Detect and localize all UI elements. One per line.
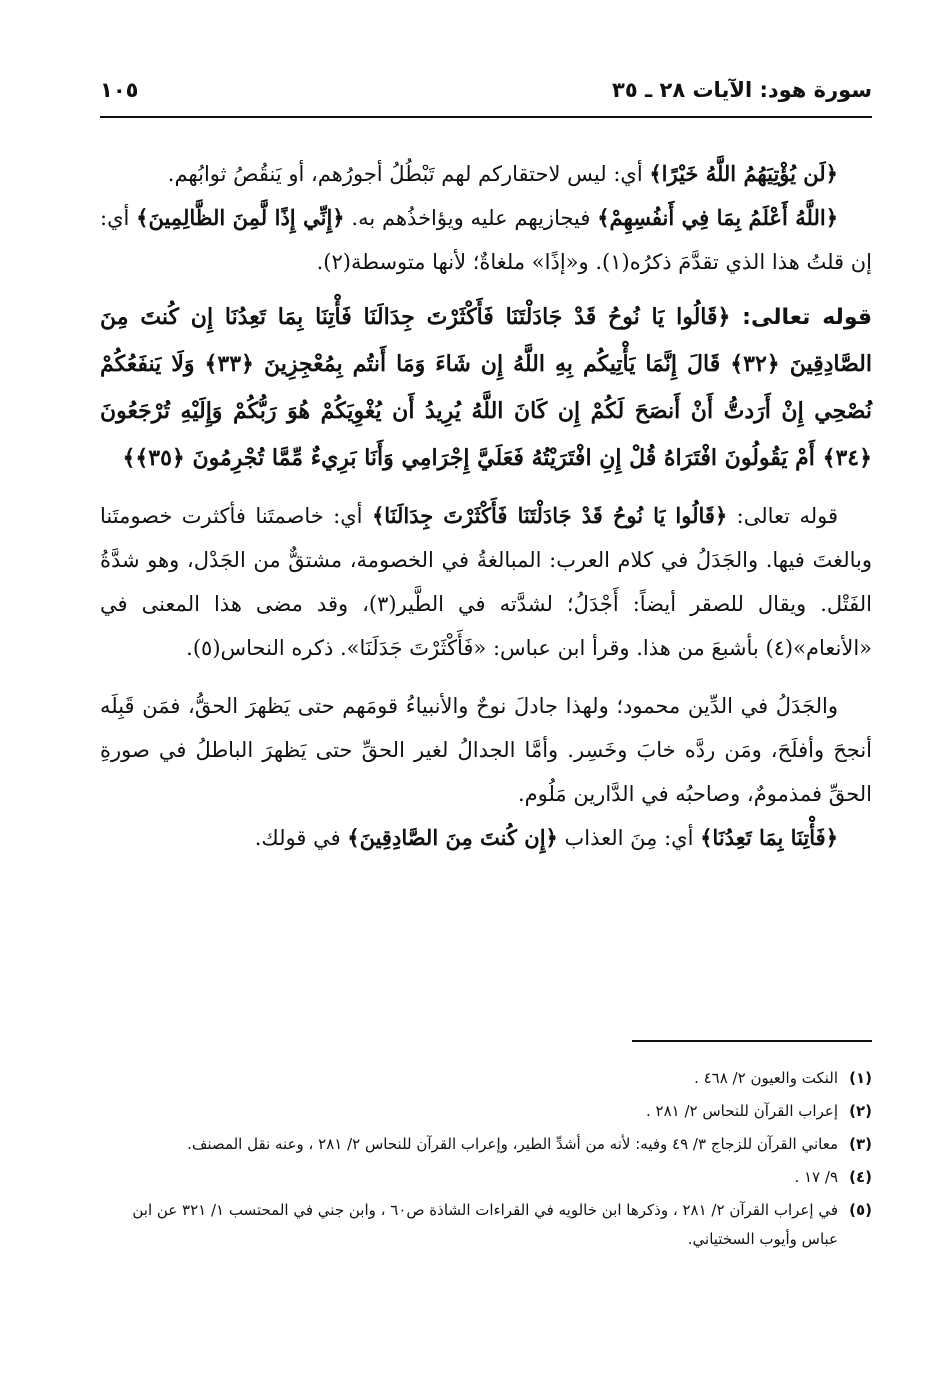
paragraph-4: [100, 684, 872, 816]
footnote-item: [100, 1097, 872, 1126]
footnote-text: في إعراب القرآن ٢/ ٢٨١ ، وذكرها ابن خالويه في القراءات الشاذة ص٦٠ ، وابن جني في المحتسب ١/ ٣٢١ عن ابن عباس وأيوب السختياني.: [132, 1201, 838, 1248]
footnote-item: [100, 1064, 872, 1093]
footnote-text: النكت والعيون ٢/ ٤٦٨ .: [694, 1069, 838, 1087]
footnote-item: [100, 1196, 872, 1254]
page-number: ١٠٥: [100, 78, 139, 102]
commentary-text: أي: مِنَ العذاب: [557, 826, 701, 850]
commentary-text: والجَدَلُ في الدِّين محمود؛ ولهذا جادلَ نوحٌ والأنبياءُ قومَهم حتى يَظهرَ الحقُّ، فمَن قَبِلَه أنجحَ وأفلَحَ، ومَن ردَّه خابَ وخَسِر. وأمَّا الجدالُ لغير الحقِّ حتى يَظهرَ الباطلُ في صورةِ الحقِّ فمذمومٌ، وصاحبُه في الدَّارين مَلُوم.: [100, 694, 872, 806]
footnote-item: [100, 1163, 872, 1192]
footnote-text: إعراب القرآن للنحاس ٢/ ٢٨١ .: [645, 1102, 838, 1120]
verse-lead: قوله تعالى:: [730, 305, 873, 330]
quran-quote: ﴿فَأْتِنَا بِمَا تَعِدُنَا﴾: [700, 825, 838, 850]
footnote-number: (٤): [849, 1168, 872, 1186]
header-divider: [100, 116, 872, 118]
quran-quote: ﴿قَالُوا يَا نُوحُ قَدْ جَادَلْتَنَا فَأَكْثَرْتَ جِدَالَنَا﴾: [371, 503, 728, 528]
footnote-number: (١): [849, 1069, 872, 1087]
paragraph-5: [100, 816, 872, 860]
footnote-number: (٢): [849, 1102, 872, 1120]
footnotes: [100, 1064, 872, 1258]
commentary-lead: قوله تعالى:: [727, 504, 838, 528]
quran-quote: ﴿اللَّهُ أَعْلَمُ بِمَا فِي أَنفُسِهِمْ﴾: [597, 205, 839, 230]
page-header: [100, 74, 872, 114]
paragraph-2: [100, 196, 872, 284]
paragraph-gap: [100, 670, 872, 684]
quran-quote: ﴿إِن كُنتَ مِنَ الصَّادِقِينَ﴾: [347, 825, 558, 850]
footnote-text: معاني القرآن للزجاج ٣/ ٤٩ وفيه: لأنه من أشدِّ الطير، وإعراب القرآن للنحاس ٢/ ٢٨١ ، وعنه نقل المصنف.: [187, 1135, 838, 1153]
verse-block: [100, 294, 872, 482]
paragraph-3: [100, 494, 872, 670]
commentary-text: أي: خاصمتَنا فأكثرت خصومتَنا وبالغتَ فيها. والجَدَلُ في كلام العرب: المبالغةُ في الخصومة، مشتقٌّ من الجَدْل، وهو شدَّةُ الفَتْل. ويقال للصقر أيضاً: أَجْدَلُ؛ لشدَّته في الطَّير(٣)، وقد مضى هذا المعنى في «الأنعام»(٤) بأشبعَ من هذا. وقرأ ابن عباس: «فَأَكْثَرْتَ جَدَلَنَا». ذكره النحاس(٥).: [100, 504, 872, 660]
commentary-text: أي: إن قلتُ هذا الذي تقدَّمَ ذكرُه(١). و«إذًا» ملغاةٌ؛ لأنها متوسطة(٢).: [100, 206, 872, 274]
running-title: سورة هود: الآيات ٢٨ ـ ٣٥: [612, 78, 872, 102]
commentary-text: في قولك.: [254, 826, 348, 850]
main-text: [100, 152, 872, 860]
quran-quote: ﴿لَن يُؤْتِيَهُمُ اللَّهُ خَيْرًا﴾: [649, 161, 838, 186]
footnote-text: ٩/ ١٧ .: [794, 1168, 838, 1186]
paragraph-1: [100, 152, 872, 196]
book-page: [100, 60, 872, 1360]
footnote-number: (٥): [849, 1201, 872, 1219]
footnote-divider: [632, 1040, 872, 1042]
footnote-item: [100, 1130, 872, 1159]
quran-verses: ﴿قَالُوا يَا نُوحُ قَدْ جَادَلْتَنَا فَأَكْثَرْتَ جِدَالَنَا فَأْتِنَا بِمَا تَعِدُنَا إِن كُنتَ مِنَ الصَّادِقِينَ ﴿٣٢﴾ قَالَ إِنَّمَا يَأْتِيكُم بِهِ اللَّهُ إِن شَاءَ وَمَا أَنتُم بِمُعْجِزِينَ ﴿٣٣﴾ وَلَا يَنفَعُكُمْ نُصْحِي إِنْ أَرَدتُّ أَنْ أَنصَحَ لَكُمْ إِن كَانَ اللَّهُ يُرِيدُ أَن يُغْوِيَكُمْ هُوَ رَبُّكُمْ وَإِلَيْهِ تُرْجَعُونَ ﴿٣٤﴾ أَمْ يَقُولُونَ افْتَرَاهُ قُلْ إِنِ افْتَرَيْتُهُ فَعَلَيَّ إِجْرَامِي وَأَنَا بَرِيءٌ مِّمَّا تُجْرِمُونَ ﴿٣٥﴾﴾: [100, 304, 872, 471]
commentary-text: أي: ليس لاحتقاركم لهم تَبْطُلُ أجورُهم، أو يَنقُصُ ثوابُهم.: [167, 162, 650, 186]
commentary-text: فيجازيهم عليه ويؤاخذُهم به.: [344, 206, 598, 230]
quran-quote: ﴿إِنِّي إِذًا لَّمِنَ الظَّالِمِينَ﴾: [136, 205, 345, 230]
footnote-number: (٣): [849, 1135, 872, 1153]
